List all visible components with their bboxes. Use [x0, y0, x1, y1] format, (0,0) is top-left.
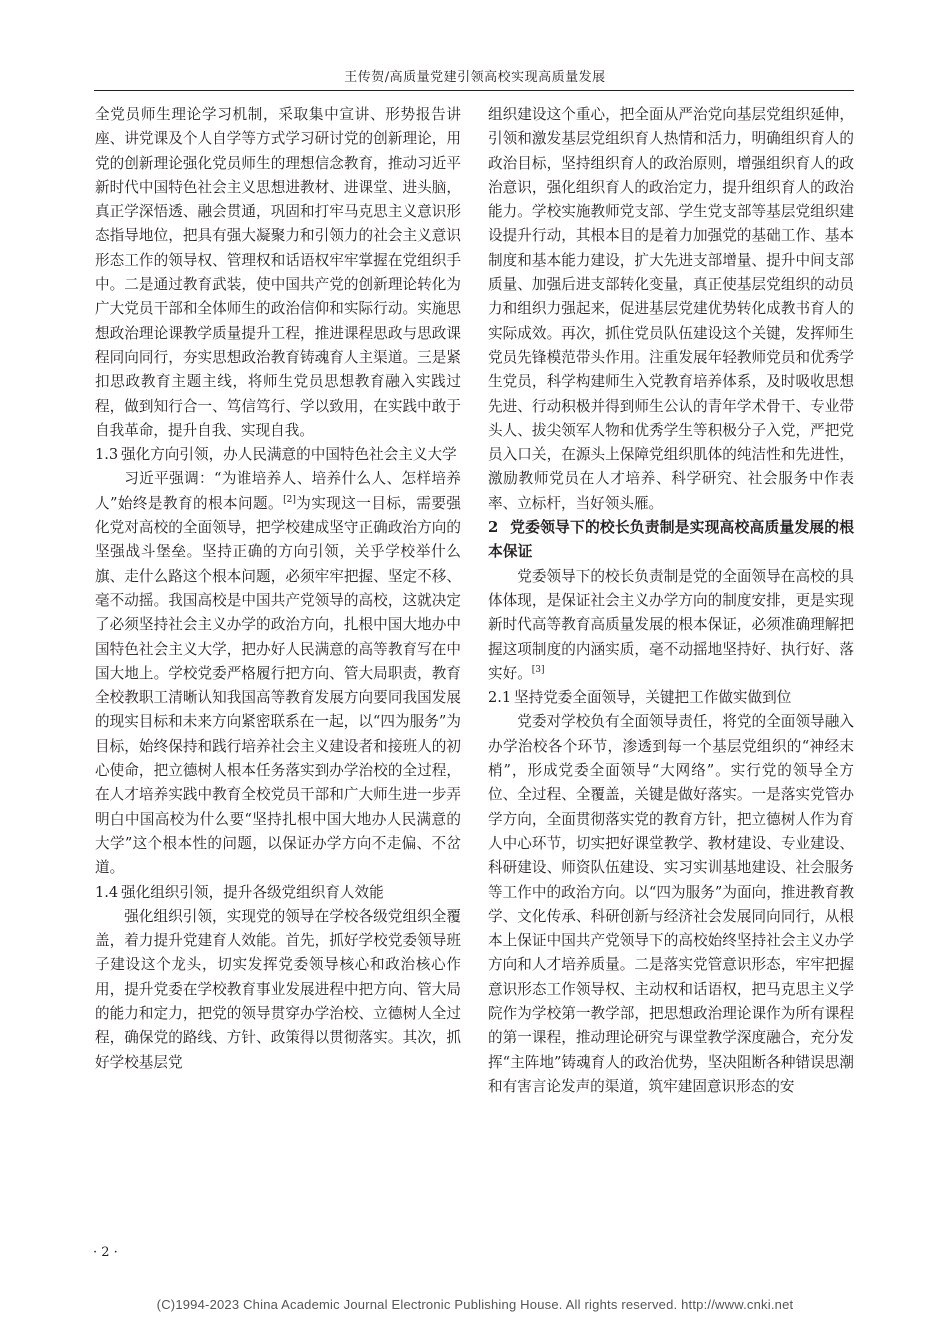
section-title: 强化组织引领，提升各级党组织育人效能: [121, 883, 384, 901]
paragraph-text: 习近平强调：“为谁培养人、培养什么人、怎样培养人”始终是教育的根本问题。: [95, 470, 461, 512]
section-heading-2: [488, 516, 854, 565]
section-number: 1.4: [95, 883, 119, 901]
citation-ref-3: [3]: [531, 664, 545, 675]
paragraph-text: 党委领导下的校长负责制是党的全面领导在高校的具体体现，是保证社会主义办学方向的制度安排，更是实现新时代高等教育高质量发展的根本保证，必须准确理解把握这项制度的内涵实质，毫不动摇地坚持好、执行好、落实好。: [488, 567, 854, 682]
section-number: 2: [488, 519, 499, 537]
section-title: 坚持党委全面领导，关键把工作做实做到位: [514, 689, 792, 707]
paragraph-2-1: 党委对学校负有全面领导责任，将党的全面领导融入办学治校各个环节，渗透到每一个基层党组织的“神经末梢”，形成党委全面领导“大网络”。实行党的领导全方位、全过程、全覆盖，关键是做好落实。一是落实党管办学方向，全面贯彻落实党的教育方针，把立德树人作为育人中心环节，切实把好课堂教学、教材建设、专业建设、科研建设、师资队伍建设、实习实训基地建设、社会服务等工作中的政治方向。以“四为服务”为面向，推进教育教学、文化传承、科研创新与经济社会发展同向同行，从根本上保证中国共产党领导下的高校始终坚持社会主义办学方向和人才培养质量。二是落实党管意识形态，牢牢把握意识形态工作领导权、主动权和话语权，把马克思主义学院作为学校第一教学部，把思想政治理论课作为所有课程的第一课程，推动理论研究与课堂教学深度融合，充分发挥“主阵地”铸魂育人的政治优势，坚决阻断各种错误思潮和有害言论发声的渠道，筑牢建固意识形态的安: [488, 713, 854, 1095]
citation-ref-2: [2]: [283, 494, 296, 505]
left-column: [95, 103, 461, 1075]
page-number: · 2 ·: [93, 1245, 118, 1260]
paragraph-text: 为实现这一目标，需要强化党对高校的全面领导，把学校建成坚守正确政治方向的坚强战斗堡垒。坚持正确的方向引领，关乎学校举什么旗、走什么路这个根本问题，必须牢牢把握、坚定不移、毫不动摇。我国高校是中国共产党领导的高校，这就决定了必须坚持社会主义办学的政治方向，扎根中国大地办中国特色社会主义大学，把办好人民满意的高等教育写在中国大地上。学校党委严格履行把方向、管大局职责，教育全校教职工清晰认知我国高等教育发展方向要同我国发展的现实目标和未来方向紧密联系在一起，以“四为服务”为目标，始终保持和践行培养社会主义建设者和接班人的初心使命，把立德树人根本任务落实到办学治校的全过程，在人才培养实践中教育全校党员干部和广大师生进一步弄明白中国高校为什么要“坚持扎根中国大地办人民满意的大学”这个根本性的问题，以保证办学方向不走偏、不岔道。: [95, 494, 461, 877]
section-heading-1-4: [95, 881, 461, 905]
paragraph-continued: 全党员师生理论学习机制，采取集中宣讲、形势报告讲座、讲党课及个人自学等方式学习研讨党的创新理论，用党的创新理论强化党员师生的理想信念教育，推动习近平新时代中国特色社会主义思想进教材、进课堂、进头脑，真正学深悟透、融会贯通，巩固和打牢马克思主义意识形态指导地位，把具有强大凝聚力和引领力的社会主义意识形态工作的领导权、管理权和话语权牢牢掌握在党组织手中。二是通过教育武装，使中国共产党的创新理论转化为广大党员干部和全体师生的政治信仰和实际行动。实施思想政治理论课教学质量提升工程，推进课程思政与思政课程同向同行，夯实思想政治教育铸魂育人主渠道。三是紧扣思政教育主题主线，将师生党员思想教育融入实践过程，做到知行合一、笃信笃行、学以致用，在实践中敢于自我革命，提升自我、实现自我。: [95, 106, 461, 439]
paragraph-continued: 组织建设这个重心，把全面从严治党向基层党组织延伸，引领和激发基层党组织育人热情和活力，明确组织育人的政治目标，坚持组织育人的政治原则，增强组织育人的政治意识，强化组织育人的政治定力，提升组织育人的政治能力。学校实施教师党支部、学生党支部等基层党组织建设提升行动，其根本目的是着力加强党的基础工作、基本制度和基本能力建设，扩大先进支部增量、提升中间支部质量、加强后进支部转化变量，真正使基层党组织的动员力和组织力强起来，促进基层党建优势转化成教书育人的实际成效。再次，抓住党员队伍建设这个关键，发挥师生党员先锋模范带头作用。注重发展年轻教师党员和优秀学生党员，科学构建师生入党教育培养体系，及时吸收思想先进、行动积极并得到师生公认的青年学术骨干、专业带头人、拔尖领军人物和优秀学生等积极分子入党，严把党员入口关，在源头上保障党组织肌体的纯洁性和先进性，激励教师党员在人才培养、科学研究、社会服务中作表率、立标杆，当好领头雁。: [488, 106, 854, 512]
section-heading-1-3: [95, 443, 461, 467]
paragraph-1-3: [95, 467, 461, 880]
section-number: 2.1: [488, 689, 512, 707]
section-number: 1.3: [95, 446, 119, 464]
right-column: [488, 103, 854, 1099]
copyright-footer: (C)1994-2023 China Academic Journal Electronic Publishing House. All rights reserved. http://www.cnki.net: [156, 1297, 794, 1312]
section-title: 强化方向引领，办人民满意的中国特色社会主义大学: [121, 446, 457, 464]
section-title: 党委领导下的校长负责制是实现高校高质量发展的根本保证: [488, 519, 854, 561]
header-divider: [94, 90, 854, 91]
paragraph-2: [488, 565, 854, 686]
section-heading-2-1: [488, 686, 854, 710]
paragraph-1-4: 强化组织引领，实现党的领导在学校各级党组织全覆盖，着力提升党建育人效能。首先，抓好学校党委领导班子建设这个龙头，切实发挥党委领导核心和政治核心作用，提升党委在学校教育事业发展进程中把方向、管大局的能力和定力，把党的领导贯穿办学治校、立德树人全过程，确保党的路线、方针、政策得以贯彻落实。其次，抓好学校基层党: [95, 907, 461, 1071]
running-head: 王传贺/高质量党建引领高校实现高质量发展: [344, 70, 606, 85]
